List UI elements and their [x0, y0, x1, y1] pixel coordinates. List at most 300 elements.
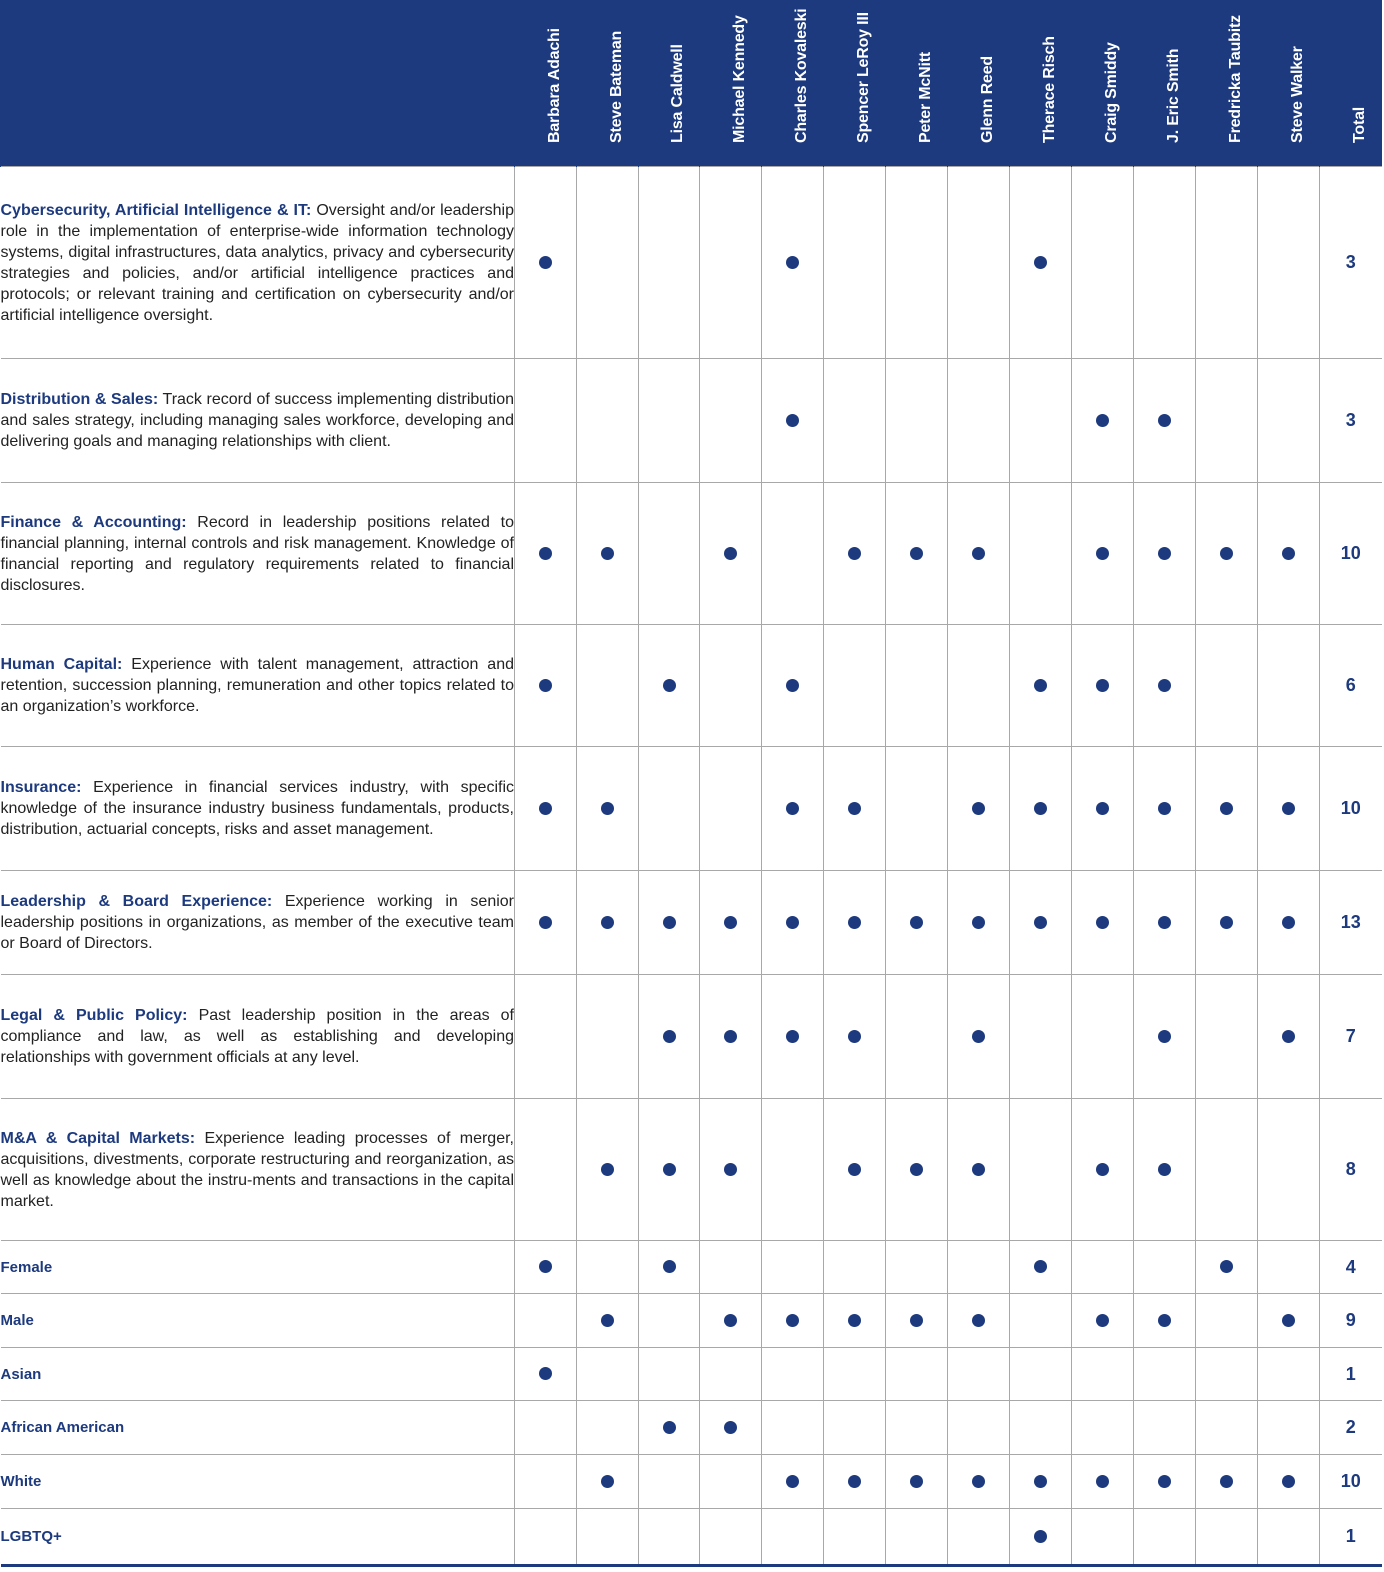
check-dot-icon [1220, 802, 1233, 815]
skill-description [1, 975, 515, 1099]
matrix-cell [1072, 1509, 1134, 1566]
matrix-cell [948, 871, 1010, 975]
row-total: 1 [1320, 1348, 1382, 1401]
matrix-cell [762, 747, 824, 871]
check-dot-icon [1034, 256, 1047, 269]
check-dot-icon [1096, 547, 1109, 560]
check-dot-icon [663, 1421, 676, 1434]
matrix-cell [1196, 167, 1258, 359]
director-name: J. Eric Smith [1164, 48, 1182, 143]
director-column-header [948, 0, 1010, 167]
demographic-row [1, 1241, 1382, 1294]
check-dot-icon [910, 1314, 923, 1327]
matrix-cell [1134, 747, 1196, 871]
check-dot-icon [663, 916, 676, 929]
matrix-cell [1134, 975, 1196, 1099]
demographic-label: Female [1, 1241, 515, 1294]
matrix-cell [515, 359, 577, 483]
director-column-header [700, 0, 762, 167]
check-dot-icon [1158, 1475, 1171, 1488]
check-dot-icon [663, 1163, 676, 1176]
matrix-cell [1010, 359, 1072, 483]
matrix-cell [639, 747, 700, 871]
matrix-cell [1010, 1348, 1072, 1401]
skill-text: Record in leadership positions related to financial planning, internal controls and risk management. Knowledge of financial reporting and regulatory requirements related to financial disclosures. [0, 513, 514, 594]
matrix-cell [639, 1401, 700, 1455]
matrix-cell [1258, 625, 1320, 747]
demographic-label: Male [1, 1294, 515, 1348]
matrix-cell [1010, 1509, 1072, 1566]
director-name: Barbara Adachi [545, 28, 563, 143]
check-dot-icon [786, 916, 799, 929]
check-dot-icon [786, 256, 799, 269]
check-dot-icon [786, 679, 799, 692]
matrix-cell [948, 1294, 1010, 1348]
matrix-cell [886, 1509, 948, 1566]
matrix-cell [824, 871, 886, 975]
director-column-header [515, 0, 577, 167]
row-total: 9 [1320, 1294, 1382, 1348]
matrix-cell [700, 747, 762, 871]
matrix-cell [1010, 1455, 1072, 1509]
matrix-cell [762, 625, 824, 747]
check-dot-icon [601, 916, 614, 929]
skill-title: Distribution & Sales: [0, 391, 159, 408]
skill-text: Oversight and/or leadership role in the implementation of enterprise-wide information technology systems, digital infrastructures, data analytics, privacy and cybersecurity strategies and policies, and/or artificial intelligence practices and protocols; or relevant training and certification on cybersecurity and/or artificial intelligence oversight. [0, 201, 515, 324]
skill-text: Experience with talent management, attraction and retention, succession planning, remuneration and other topics related to an organization’s workforce. [0, 656, 514, 715]
row-total: 1 [1320, 1509, 1382, 1566]
director-name: Lisa Caldwell [669, 44, 686, 143]
matrix-cell [1258, 1099, 1320, 1241]
skill-description [1, 359, 515, 483]
matrix-cell [639, 167, 700, 359]
matrix-cell [1196, 747, 1258, 871]
matrix-cell [700, 167, 762, 359]
demographic-label: LGBTQ+ [1, 1509, 515, 1566]
check-dot-icon [972, 1314, 985, 1327]
matrix-cell [886, 359, 948, 483]
matrix-cell [1258, 1455, 1320, 1509]
matrix-cell [762, 1509, 824, 1566]
check-dot-icon [786, 802, 799, 815]
skill-row [1, 975, 1382, 1099]
check-dot-icon [724, 1163, 737, 1176]
check-dot-icon [972, 547, 985, 560]
matrix-cell [700, 625, 762, 747]
matrix-cell [577, 1455, 639, 1509]
check-dot-icon [848, 1163, 861, 1176]
matrix-cell [1196, 1294, 1258, 1348]
director-column-header [824, 0, 886, 167]
row-total: 6 [1320, 625, 1382, 747]
matrix-cell [762, 1241, 824, 1294]
demographic-row [1, 1294, 1382, 1348]
matrix-cell [824, 167, 886, 359]
check-dot-icon [601, 802, 614, 815]
check-dot-icon [848, 1030, 861, 1043]
matrix-cell [762, 1294, 824, 1348]
check-dot-icon [848, 1475, 861, 1488]
matrix-cell [1134, 359, 1196, 483]
matrix-cell [1258, 359, 1320, 483]
skill-row [1, 359, 1382, 483]
check-dot-icon [972, 802, 985, 815]
matrix-cell [1134, 1401, 1196, 1455]
director-column-header [1258, 0, 1320, 167]
skill-description [1, 167, 515, 359]
skill-text: Experience in financial services industry, with specific knowledge of the insurance industry business fundamentals, products, distribution, actuarial concepts, risks and asset management. [0, 779, 514, 838]
check-dot-icon [1096, 414, 1109, 427]
matrix-cell [948, 1401, 1010, 1455]
matrix-cell [1134, 167, 1196, 359]
matrix-cell [948, 1509, 1010, 1566]
matrix-cell [886, 1348, 948, 1401]
director-column-header [886, 0, 948, 167]
matrix-cell [639, 1099, 700, 1241]
skill-description [1, 483, 515, 625]
director-column-header [1010, 0, 1072, 167]
director-column-header [1196, 0, 1258, 167]
director-name: Charles Kovaleski [792, 8, 810, 143]
matrix-cell [948, 975, 1010, 1099]
row-total: 10 [1320, 747, 1382, 871]
matrix-cell [577, 975, 639, 1099]
director-name: Peter McNitt [916, 52, 934, 143]
matrix-cell [1258, 871, 1320, 975]
matrix-cell [1010, 871, 1072, 975]
check-dot-icon [1158, 679, 1171, 692]
check-dot-icon [1158, 414, 1171, 427]
check-dot-icon [1034, 1475, 1047, 1488]
matrix-cell [948, 1455, 1010, 1509]
matrix-cell [948, 483, 1010, 625]
skill-title: Finance & Accounting: [0, 513, 187, 531]
check-dot-icon [972, 916, 985, 929]
matrix-cell [1258, 1241, 1320, 1294]
director-name: Michael Kennedy [730, 15, 748, 143]
matrix-cell [1072, 1294, 1134, 1348]
check-dot-icon [848, 547, 861, 560]
skill-text: Track record of success implementing distribution and sales strategy, including managing sales workforce, developing and delivering goals and managing relationships with client. [0, 391, 514, 450]
matrix-cell [577, 483, 639, 625]
matrix-cell [824, 1294, 886, 1348]
check-dot-icon [1282, 1030, 1295, 1043]
matrix-cell [1072, 167, 1134, 359]
matrix-cell [639, 975, 700, 1099]
check-dot-icon [601, 1475, 614, 1488]
skill-title: Insurance: [0, 779, 82, 796]
row-total: 10 [1320, 483, 1382, 625]
skill-text: Past leadership position in the areas of compliance and law, as well as establishing and developing relationships with government officials at any level. [0, 1007, 514, 1066]
check-dot-icon [1282, 1314, 1295, 1327]
check-dot-icon [786, 414, 799, 427]
total-label: Total [1350, 106, 1368, 143]
matrix-cell [762, 483, 824, 625]
check-dot-icon [724, 916, 737, 929]
skill-text: Experience leading processes of merger, acquisitions, divestments, corporate restructuring and reorganization, as well as knowledge about the instru-ments and transactions in the capital market. [0, 1129, 514, 1210]
matrix-cell [515, 1455, 577, 1509]
matrix-cell [1134, 1455, 1196, 1509]
check-dot-icon [1096, 1163, 1109, 1176]
check-dot-icon [848, 802, 861, 815]
matrix-cell [886, 975, 948, 1099]
check-dot-icon [539, 256, 552, 269]
matrix-cell [515, 747, 577, 871]
check-dot-icon [1158, 802, 1171, 815]
check-dot-icon [601, 547, 614, 560]
matrix-cell [1258, 1401, 1320, 1455]
matrix-cell [577, 1348, 639, 1401]
demographic-label: White [1, 1455, 515, 1509]
matrix-cell [762, 359, 824, 483]
matrix-cell [886, 625, 948, 747]
matrix-cell [762, 1455, 824, 1509]
matrix-cell [700, 1294, 762, 1348]
matrix-cell [577, 871, 639, 975]
skill-row [1, 483, 1382, 625]
skill-text: Experience working in senior leadership positions in organizations, as member of the executive team or Board of Directors. [0, 893, 514, 952]
matrix-cell [1072, 975, 1134, 1099]
matrix-cell [824, 975, 886, 1099]
matrix-cell [824, 1455, 886, 1509]
matrix-cell [886, 483, 948, 625]
check-dot-icon [663, 1260, 676, 1273]
matrix-cell [1072, 359, 1134, 483]
matrix-cell [1010, 1294, 1072, 1348]
check-dot-icon [848, 1314, 861, 1327]
matrix-cell [700, 1241, 762, 1294]
matrix-cell [1134, 483, 1196, 625]
matrix-cell [1196, 1348, 1258, 1401]
check-dot-icon [1096, 802, 1109, 815]
matrix-cell [1134, 1348, 1196, 1401]
matrix-cell [886, 1455, 948, 1509]
matrix-cell [515, 871, 577, 975]
matrix-cell [1010, 167, 1072, 359]
director-column-header [577, 0, 639, 167]
check-dot-icon [539, 1260, 552, 1273]
check-dot-icon [972, 1163, 985, 1176]
row-total: 3 [1320, 167, 1382, 359]
matrix-cell [639, 1294, 700, 1348]
director-column-header [1072, 0, 1134, 167]
matrix-cell [1196, 871, 1258, 975]
matrix-cell [515, 1099, 577, 1241]
matrix-cell [1010, 483, 1072, 625]
matrix-cell [1072, 1099, 1134, 1241]
matrix-cell [1072, 483, 1134, 625]
matrix-cell [515, 1348, 577, 1401]
matrix-cell [515, 975, 577, 1099]
demographic-row [1, 1455, 1382, 1509]
matrix-cell [1196, 1401, 1258, 1455]
skill-description [1, 1099, 515, 1241]
director-name: Steve Walker [1288, 46, 1306, 143]
row-total: 2 [1320, 1401, 1382, 1455]
matrix-cell [886, 1294, 948, 1348]
demographic-row [1, 1348, 1382, 1401]
matrix-cell [824, 1509, 886, 1566]
matrix-cell [700, 483, 762, 625]
skill-title: Leadership & Board Experience: [0, 893, 273, 910]
matrix-cell [515, 1509, 577, 1566]
matrix-cell [1196, 1455, 1258, 1509]
row-total: 13 [1320, 871, 1382, 975]
check-dot-icon [848, 916, 861, 929]
check-dot-icon [601, 1163, 614, 1176]
check-dot-icon [1220, 1475, 1233, 1488]
director-name: Craig Smiddy [1102, 42, 1120, 143]
director-name: Fredricka Taubitz [1226, 15, 1244, 143]
check-dot-icon [1158, 1030, 1171, 1043]
matrix-cell [1134, 871, 1196, 975]
check-dot-icon [724, 1314, 737, 1327]
matrix-cell [762, 1348, 824, 1401]
demographic-row [1, 1509, 1382, 1566]
matrix-cell [1196, 359, 1258, 483]
matrix-cell [1072, 1401, 1134, 1455]
matrix-cell [1072, 625, 1134, 747]
matrix-cell [515, 1294, 577, 1348]
check-dot-icon [1282, 802, 1295, 815]
check-dot-icon [1282, 1475, 1295, 1488]
matrix-cell [824, 1099, 886, 1241]
director-name: Glenn Reed [978, 56, 996, 143]
skill-title: Human Capital: [0, 656, 123, 673]
skill-description [1, 871, 515, 975]
matrix-cell [577, 625, 639, 747]
matrix-cell [515, 1241, 577, 1294]
matrix-cell [515, 167, 577, 359]
check-dot-icon [1034, 1530, 1047, 1543]
matrix-cell [1134, 1294, 1196, 1348]
matrix-cell [948, 1348, 1010, 1401]
matrix-cell [577, 1099, 639, 1241]
check-dot-icon [539, 1367, 552, 1380]
director-name: Steve Bateman [607, 30, 625, 143]
skill-row [1, 625, 1382, 747]
check-dot-icon [663, 1030, 676, 1043]
matrix-cell [700, 975, 762, 1099]
matrix-cell [639, 483, 700, 625]
matrix-cell [886, 1099, 948, 1241]
matrix-cell [824, 483, 886, 625]
matrix-cell [1196, 1509, 1258, 1566]
check-dot-icon [1282, 547, 1295, 560]
director-column-header [762, 0, 824, 167]
skill-row [1, 1099, 1382, 1241]
matrix-cell [886, 167, 948, 359]
matrix-cell [886, 1401, 948, 1455]
check-dot-icon [1034, 679, 1047, 692]
check-dot-icon [724, 1421, 737, 1434]
matrix-cell [577, 1241, 639, 1294]
header-row [1, 0, 1382, 167]
matrix-cell [700, 1401, 762, 1455]
matrix-cell [824, 747, 886, 871]
matrix-cell [639, 625, 700, 747]
check-dot-icon [1096, 679, 1109, 692]
matrix-cell [1010, 1241, 1072, 1294]
matrix-cell [1258, 167, 1320, 359]
matrix-cell [762, 167, 824, 359]
matrix-cell [1196, 625, 1258, 747]
matrix-cell [1258, 975, 1320, 1099]
check-dot-icon [663, 679, 676, 692]
matrix-cell [639, 1348, 700, 1401]
matrix-cell [700, 1455, 762, 1509]
check-dot-icon [786, 1475, 799, 1488]
matrix-cell [948, 1241, 1010, 1294]
matrix-cell [886, 747, 948, 871]
matrix-cell [762, 975, 824, 1099]
demographic-label: Asian [1, 1348, 515, 1401]
matrix-cell [1258, 747, 1320, 871]
row-total: 10 [1320, 1455, 1382, 1509]
check-dot-icon [1158, 916, 1171, 929]
matrix-cell [1258, 1509, 1320, 1566]
row-total: 4 [1320, 1241, 1382, 1294]
check-dot-icon [910, 916, 923, 929]
header-corner [1, 0, 515, 167]
matrix-cell [639, 1509, 700, 1566]
matrix-cell [1196, 1241, 1258, 1294]
matrix-cell [577, 1401, 639, 1455]
check-dot-icon [539, 547, 552, 560]
matrix-cell [1258, 1348, 1320, 1401]
matrix-cell [577, 359, 639, 483]
skill-title: Cybersecurity, Artificial Intelligence & IT: [0, 201, 312, 219]
check-dot-icon [1220, 916, 1233, 929]
matrix-cell [639, 1455, 700, 1509]
matrix-cell [824, 625, 886, 747]
check-dot-icon [1158, 547, 1171, 560]
check-dot-icon [1220, 547, 1233, 560]
check-dot-icon [910, 1163, 923, 1176]
check-dot-icon [910, 1475, 923, 1488]
skill-title: Legal & Public Policy: [0, 1007, 188, 1024]
matrix-cell [515, 625, 577, 747]
matrix-cell [1196, 483, 1258, 625]
matrix-cell [700, 871, 762, 975]
check-dot-icon [1158, 1314, 1171, 1327]
skill-description [1, 747, 515, 871]
matrix-cell [948, 747, 1010, 871]
row-total: 3 [1320, 359, 1382, 483]
matrix-cell [1196, 1099, 1258, 1241]
matrix-cell [948, 1099, 1010, 1241]
check-dot-icon [910, 547, 923, 560]
row-total: 8 [1320, 1099, 1382, 1241]
check-dot-icon [786, 1030, 799, 1043]
check-dot-icon [539, 679, 552, 692]
matrix-cell [824, 1348, 886, 1401]
director-column-header [639, 0, 700, 167]
matrix-cell [515, 483, 577, 625]
matrix-cell [824, 359, 886, 483]
matrix-cell [700, 1099, 762, 1241]
matrix-cell [948, 359, 1010, 483]
matrix-cell [1010, 975, 1072, 1099]
check-dot-icon [539, 916, 552, 929]
matrix-body [1, 167, 1382, 1566]
demographic-label: African American [1, 1401, 515, 1455]
matrix-cell [700, 1509, 762, 1566]
check-dot-icon [972, 1030, 985, 1043]
matrix-cell [577, 1509, 639, 1566]
check-dot-icon [1096, 916, 1109, 929]
skill-description [1, 625, 515, 747]
